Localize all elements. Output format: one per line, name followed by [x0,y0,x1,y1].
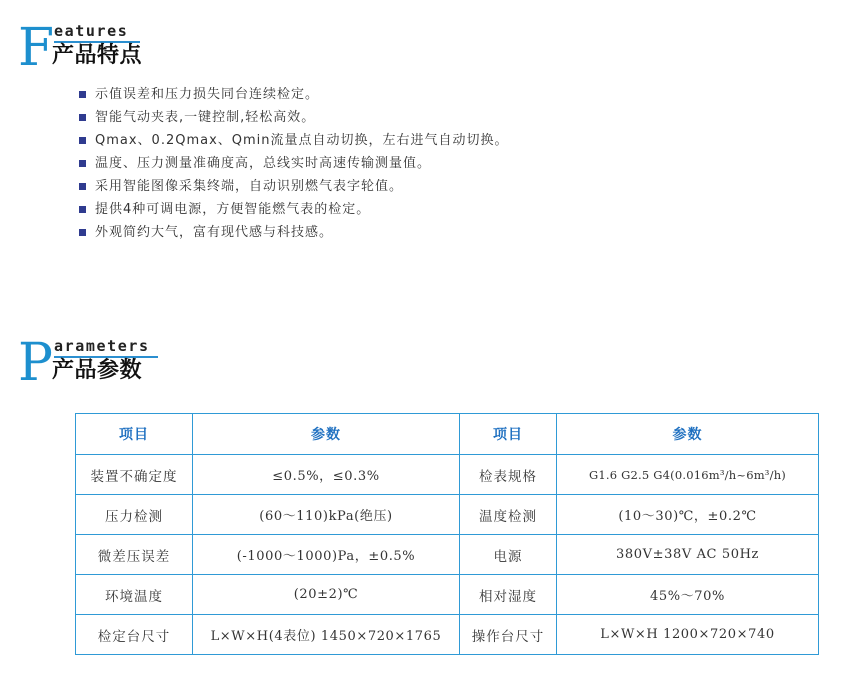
param-name: 电源 [460,535,557,575]
square-bullet-icon [79,91,86,98]
features-chinese-title: 产品特点 [52,43,143,68]
parameters-table [75,413,819,655]
header-item: 项目 [76,414,193,455]
square-bullet-icon [79,114,86,121]
header-value: 参数 [557,414,819,455]
parameters-initial-letter: P [18,333,53,393]
features-list [78,83,509,244]
header-item: 项目 [460,414,557,455]
feature-item [78,83,509,106]
param-value: L×W×H 1200×720×740 [557,615,819,655]
square-bullet-icon [79,137,86,144]
param-name: 检定台尺寸 [76,615,193,655]
feature-text: 示值误差和压力损失同台连续检定。 [95,87,320,102]
param-value: (60～110)kPa(绝压) [193,495,460,535]
table-row [76,455,819,495]
features-initial-letter: F [18,18,55,78]
parameters-chinese-title: 产品参数 [52,358,143,383]
param-value: (10～30)℃，±0.2℃ [557,495,819,535]
param-value: (20±2)℃ [193,575,460,615]
param-name: 压力检测 [76,495,193,535]
feature-text: 采用智能图像采集终端，自动识别燃气表字轮值。 [95,179,404,194]
param-value: G1.6 G2.5 G4(0.016m³/h~6m³/h) [557,455,819,495]
feature-text: 提供4种可调电源，方便智能燃气表的检定。 [95,202,371,217]
param-name: 环境温度 [76,575,193,615]
table-row [76,575,819,615]
feature-item [78,175,509,198]
param-name: 微差压误差 [76,535,193,575]
parameters-english-title: arameters [54,337,150,355]
param-name: 相对湿度 [460,575,557,615]
table-row [76,615,819,655]
feature-item [78,221,509,244]
feature-item [78,152,509,175]
square-bullet-icon [79,206,86,213]
parameters-heading [18,333,318,397]
feature-item [78,198,509,221]
param-value: ≤0.5%，≤0.3% [193,455,460,495]
feature-text: 外观简约大气，富有现代感与科技感。 [95,225,334,240]
features-english-title: eatures [54,22,129,40]
param-name: 检表规格 [460,455,557,495]
table-row [76,495,819,535]
param-value: (-1000～1000)Pa，±0.5% [193,535,460,575]
param-value: 380V±38V AC 50Hz [557,535,819,575]
param-name: 温度检测 [460,495,557,535]
table-header-row [76,414,819,455]
table-row [76,535,819,575]
feature-item [78,106,509,129]
param-name: 装置不确定度 [76,455,193,495]
param-value: 45%～70% [557,575,819,615]
header-value: 参数 [193,414,460,455]
feature-item [78,129,509,152]
square-bullet-icon [79,229,86,236]
square-bullet-icon [79,183,86,190]
feature-text: 智能气动夹表,一键控制,轻松高效。 [95,110,316,125]
feature-text: Qmax、0.2Qmax、Qmin流量点自动切换，左右进气自动切换。 [95,133,509,148]
param-name: 操作台尺寸 [460,615,557,655]
features-heading [18,18,318,82]
square-bullet-icon [79,160,86,167]
feature-text: 温度、压力测量准确度高，总线实时高速传输测量值。 [95,156,432,171]
param-value: L×W×H(4表位) 1450×720×1765 [193,615,460,655]
